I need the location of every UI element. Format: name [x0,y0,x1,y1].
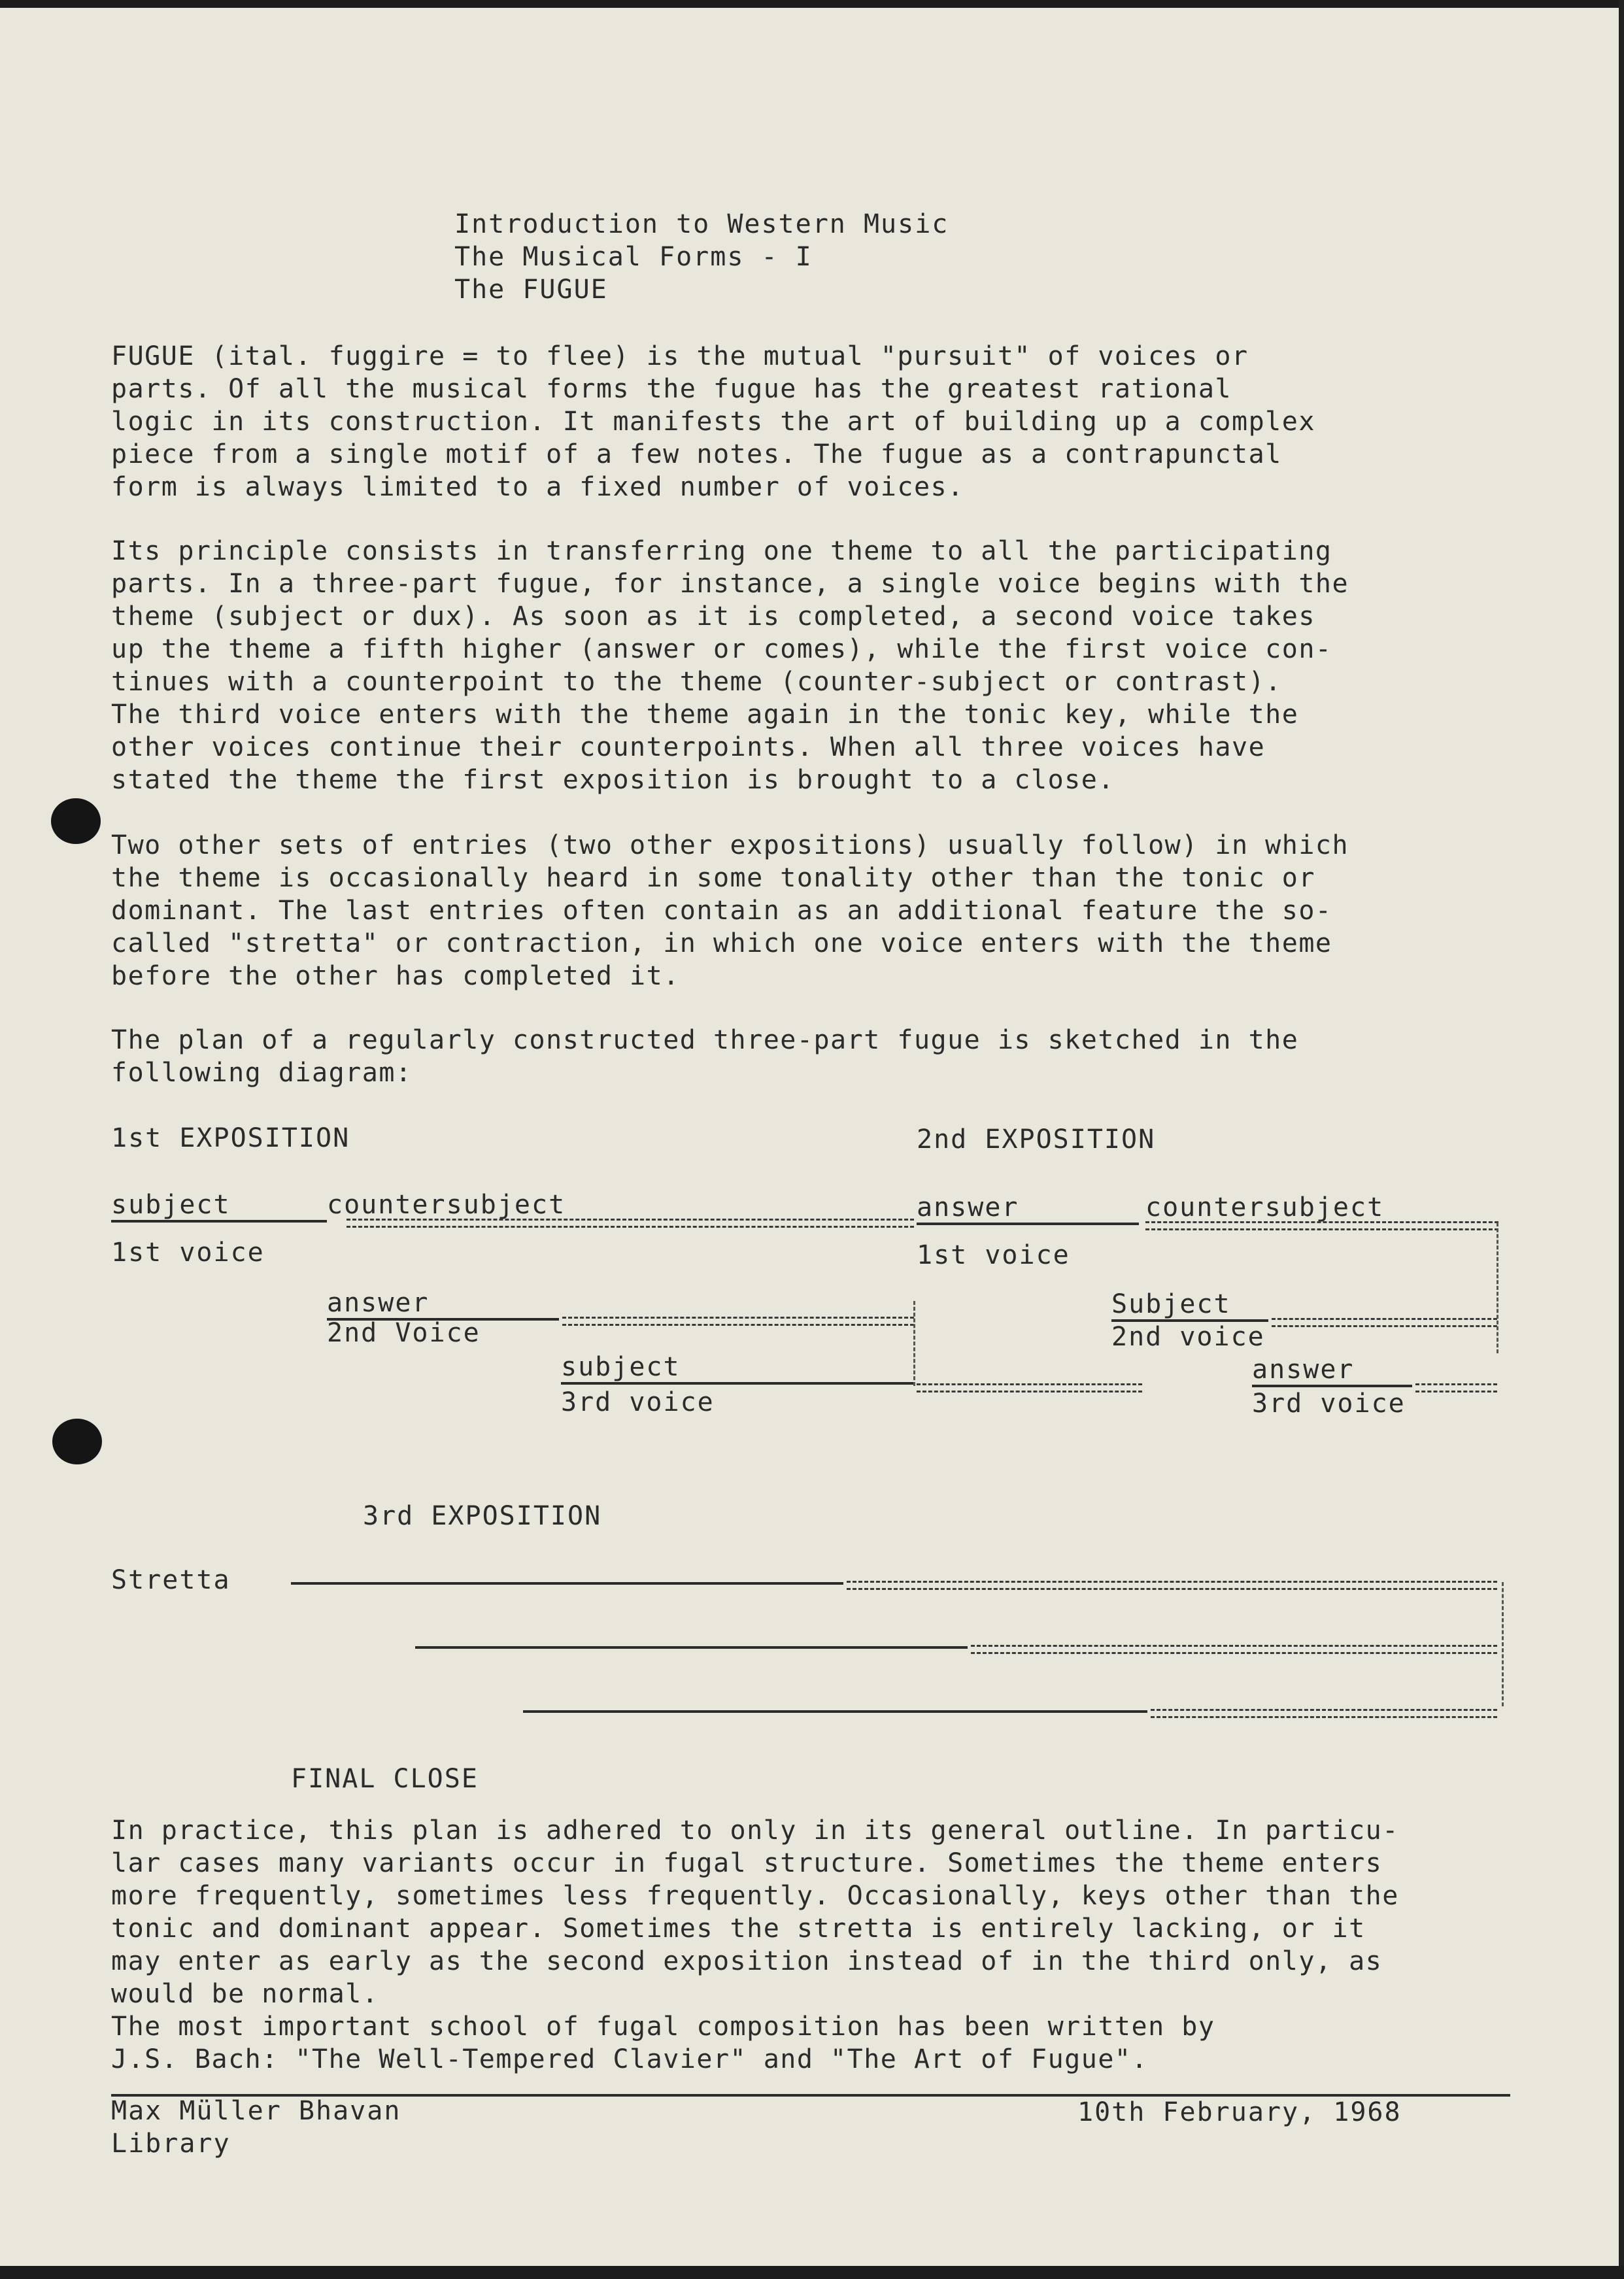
exp2-voice3-counterpoint-line [1415,1383,1497,1393]
final-close-label: FINAL CLOSE [291,1764,479,1794]
exp1-countersubject-line [347,1219,914,1228]
exp2-voice3-label: 3rd voice [1252,1389,1406,1419]
stretta-voice3-theme-line [523,1710,1147,1713]
exp1-voice2-label: 2nd Voice [327,1318,481,1348]
scan-edge-bottom [0,2266,1624,2279]
exp2-voice1-label: 1st voice [917,1240,1070,1270]
paragraph-definition: FUGUE (ital. fuggire = to flee) is the mutual "pursuit" of voices or parts. Of all the musical forms the fugue has the greatest rational logic in its construction. It manifests the art of building up a complex piece from a single motif of a few notes. The fugue as a contrapunctal form is always limited to a fixed number of voices. [111,341,1315,502]
stretta-voice1-theme-line [291,1582,843,1585]
exp1-subject-line [111,1220,327,1223]
exp2-answer-label: answer [917,1192,1019,1223]
punch-hole-lower [52,1419,102,1464]
exp2-countersubject-line [1145,1221,1498,1230]
stretta-voice1-counterpoint-line [847,1581,1497,1590]
paragraph-diagram-intro: The plan of a regularly constructed three-part fugue is sketched in the following diagram: [111,1025,1299,1088]
exp1-subject3-label: subject [561,1352,681,1382]
diagram-right-margin-bar [1497,1223,1498,1353]
exposition-1-heading: 1st EXPOSITION [111,1123,350,1153]
paragraph-expositions: Two other sets of entries (two other expositions) usually follow) in which the theme is occasionally heard in some tonality other than the tonic or dominant. The last entries often contain as an additional feature the so- called "stretta" or contraction, in which one voice enters with the theme before the other has completed it. [111,830,1349,991]
paragraph-practice: In practice, this plan is adhered to only in its general outline. In particu- lar cases many variants occur in fugal structure. Sometimes the theme enters more frequently, sometimes less frequently. Occasionally, keys other than the tonic and dominant appear. Sometimes the stretta is entirely lacking, or it may enter as early as the second exposition instead of in the third only, as would be normal. The most important school of fugal composition has been written by J.S. Bach: "The Well-Tempered Clavier" and "The Art of Fugue". [111,1815,1399,2074]
punch-hole-upper [51,798,101,844]
exp1-voice3-continuation-line [917,1383,1142,1393]
stretta-right-bar [1502,1582,1504,1706]
exp1-voice2-counterpoint-line [562,1317,914,1326]
exp2-voice2-counterpoint-line [1272,1318,1497,1327]
exp2-subject-label: Subject [1111,1289,1231,1319]
exp2-answer3-label: answer [1252,1355,1355,1385]
paragraph-principle: Its principle consists in transferring one theme to all the participating parts. In a three-part fugue, for instance, a single voice begins with the theme (subject or dux). As soon as it is completed, a second voice takes up the theme a fifth higher (answer or comes), while the first voice con- tinues with a counterpoint to the theme (counter-subject or contrast). The third voice enters with the theme again in the tonic key, while the other voices continue their counterpoints. When all three voices have stated the theme the first exposition is brought to a close. [111,536,1349,795]
exp1-subject3-line [561,1382,915,1385]
exp1-subject-label: subject [111,1190,231,1220]
exp1-answer-label: answer [327,1288,430,1318]
stretta-voice2-theme-line [415,1646,968,1649]
footer-date: 10th February, 1968 [1077,2097,1402,2127]
stretta-voice3-counterpoint-line [1151,1709,1497,1718]
series-title: The Musical Forms - I [454,242,813,272]
exp2-answer-line [917,1223,1139,1225]
topic-title: The FUGUE [454,275,608,305]
footer-library: Library [111,2129,231,2159]
exposition-2-heading: 2nd EXPOSITION [917,1124,1156,1155]
stretta-voice2-counterpoint-line [971,1645,1497,1654]
scan-edge-top [0,0,1624,8]
footer-organization: Max Müller Bhavan [111,2096,401,2126]
exposition-divider [913,1301,915,1386]
scan-edge-right [1619,0,1624,2279]
stretta-label: Stretta [111,1565,231,1595]
exp1-countersubject-label: countersubject [327,1190,566,1220]
exp1-voice3-label: 3rd voice [561,1387,715,1417]
exp2-countersubject-label: countersubject [1145,1192,1385,1223]
exp2-voice2-label: 2nd voice [1111,1322,1265,1352]
course-title: Introduction to Western Music [454,209,949,239]
exposition-3-heading: 3rd EXPOSITION [363,1501,602,1531]
exp1-voice1-label: 1st voice [111,1238,265,1268]
